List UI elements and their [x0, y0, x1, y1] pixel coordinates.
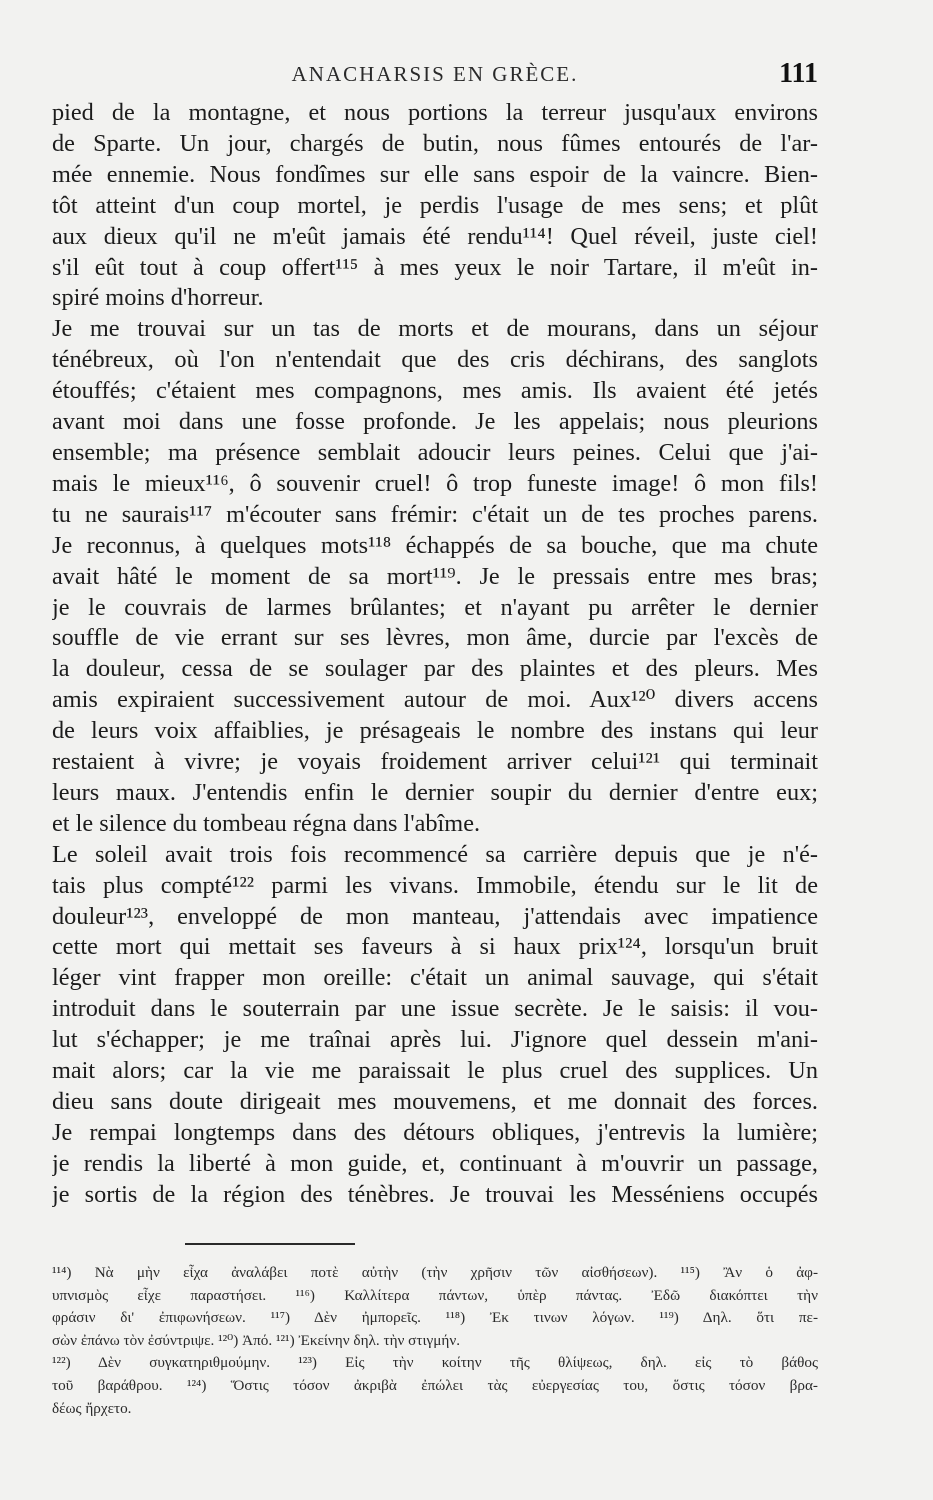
footnote-rule	[185, 1243, 355, 1245]
text-line: cette mort qui mettait ses faveurs à si haux prix¹²⁴, lorsqu'un bruit	[52, 933, 818, 961]
page-number: 111	[779, 58, 818, 89]
text-line: s'il eût tout à coup offert¹¹⁵ à mes yeux le noir Tartare, il m'eût in-	[52, 253, 818, 281]
text-line: leurs maux. J'entendis enfin le dernier soupir du dernier d'entre eux;	[52, 778, 818, 806]
footnote-line: υπνισμὸς εἶχε παραστήσει. ¹¹⁶) Καλλίτερα πάντων, ὑπὲρ πάντας. Ἐδῶ διακόπτει τὴν	[52, 1286, 818, 1304]
text-line: pied de la montagne, et nous portions la terreur jusqu'aux environs	[52, 99, 818, 126]
text-line: la douleur, cessa de se soulager par des plaintes et des pleurs. Mes	[52, 655, 818, 683]
text-line: tais plus compté¹²² parmi les vivans. Immobile, étendu sur le lit de	[52, 871, 818, 899]
text-line: introduit dans le souterrain par une issue secrète. Je le saisis: il vou-	[52, 995, 818, 1023]
text-line: avait hâté le moment de sa mort¹¹⁹. Je le pressais entre mes bras;	[52, 562, 818, 590]
text-line: mais le mieux¹¹⁶, ô souvenir cruel! ô trop funeste image! ô mon fils!	[52, 469, 818, 497]
text-line: tôt atteint d'un coup mortel, je perdis l'usage de mes sens; et plût	[52, 191, 818, 219]
text-line: spiré moins d'horreur.	[52, 284, 264, 312]
text-line: mée ennemie. Nous fondîmes sur elle sans espoir de la vaincre. Bien-	[52, 160, 818, 188]
text-line: aux dieux qu'il ne m'eût jamais été rendu¹¹⁴! Quel réveil, juste ciel!	[52, 222, 818, 250]
text-line: Le soleil avait trois fois recommencé sa carrière depuis que je n'é-	[52, 840, 818, 868]
text-line: je rendis la liberté à mon guide, et, continuant à m'ouvrir un passage,	[52, 1149, 818, 1177]
footnote-line: ¹²²) Δὲν συγκατηριθμούμην. ¹²³) Εἰς τὴν κοίτην τῆς θλίψεως, δηλ. εἰς τὸ βάθος	[52, 1354, 818, 1372]
footnotes	[52, 1262, 818, 1420]
text-line: Je me trouvai sur un tas de morts et de mourans, dans un séjour	[52, 315, 818, 343]
text-line: amis expiraient successivement autour de moi. Aux¹²⁰ divers accens	[52, 686, 818, 714]
text-line: mait alors; car la vie me paraissait le plus cruel des supplices. Un	[52, 1057, 818, 1085]
footnote-line: δέως ἤρχετο.	[52, 1399, 132, 1417]
text-line: souffle de vie errant sur ses lèvres, mon âme, durcie par l'excès de	[52, 624, 818, 652]
text-line: Je rempai longtemps dans des détours obliques, j'entrevis la lumière;	[52, 1118, 818, 1146]
page-header	[52, 58, 818, 94]
text-line: et le silence du tombeau régna dans l'abîme.	[52, 809, 481, 837]
text-line: lut s'échapper; je me traînai après lui. J'ignore quel dessein m'ani-	[52, 1026, 818, 1054]
text-line: ténébreux, où l'on n'entendait que des cris déchirans, des sanglots	[52, 346, 818, 374]
footnote-line: φράσιν δι' ἐπιφωνήσεων. ¹¹⁷) Δὲν ἠμπορεῖς. ¹¹⁸) Ἐκ τινων λόγων. ¹¹⁹) Δηλ. ὅτι πε-	[52, 1309, 818, 1327]
running-title: ANACHARSIS EN GRÈCE.	[291, 62, 579, 86]
footnote-line: σὼν ἐπάνω τὸν ἐσύντριψε. ¹²⁰) Ἀπό. ¹²¹) Ἐκείνην δηλ. τὴν στιγμήν.	[52, 1331, 461, 1349]
text-line: douleur¹²³, enveloppé de mon manteau, j'attendais avec impatience	[52, 902, 818, 930]
text-line: de Sparte. Un jour, chargés de butin, nous fûmes entourés de l'ar-	[52, 129, 818, 157]
text-line: restaient à vivre; je voyais froidement arriver celui¹²¹ qui terminait	[52, 748, 818, 776]
footnote-line: τοῦ βαράθρου. ¹²⁴) Ὅστις τόσον ἀκριβὰ ἐπώλει τὰς εὐεργεσίας του, ὅστις τόσον βρα-	[52, 1376, 818, 1394]
text-line: avant moi dans une fosse profonde. Je les appelais; nous pleurions	[52, 408, 818, 436]
text-line: je sortis de la région des ténèbres. Je trouvai les Messéniens occupés	[52, 1180, 818, 1208]
text-line: étouffés; c'étaient mes compagnons, mes amis. Ils avaient été jetés	[52, 377, 818, 405]
text-line: dieu sans doute dirigeait mes mouvemens, et me donnait des forces.	[52, 1088, 818, 1115]
footnote-line: ¹¹⁴) Νὰ μὴν εἶχα ἀναλάβει ποτὲ αὐτὴν (τὴν χρῆσιν τῶν αἰσθήσεων). ¹¹⁵) Ἂν ὁ ἀφ-	[52, 1264, 818, 1281]
text-line: léger vint frapper mon oreille: c'était un animal sauvage, qui s'était	[52, 964, 818, 992]
body-text	[52, 98, 818, 1211]
text-line: tu ne saurais¹¹⁷ m'écouter sans frémir: c'était un de tes proches parens.	[52, 500, 818, 528]
text-line: ensemble; ma présence semblait adoucir leurs peines. Celui que j'ai-	[52, 438, 818, 466]
text-line: de leurs voix affaiblies, je présageais le nombre des instans qui leur	[52, 717, 818, 745]
text-line: je le couvrais de larmes brûlantes; et n'ayant pu arrêter le dernier	[52, 593, 818, 621]
text-line: Je reconnus, à quelques mots¹¹⁸ échappés de sa bouche, que ma chute	[52, 531, 818, 559]
